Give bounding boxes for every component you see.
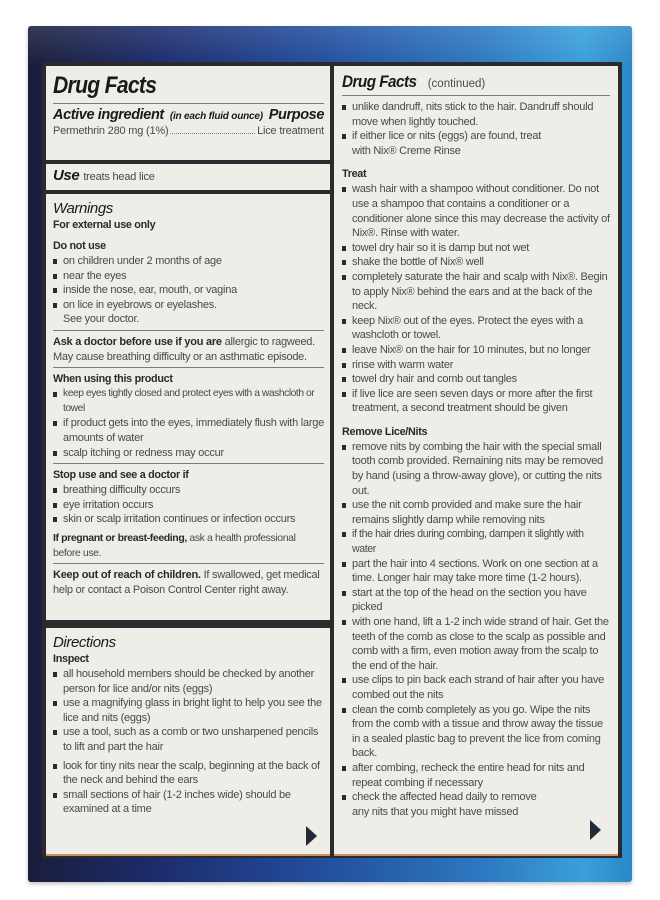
inspect-continued-list (342, 100, 610, 158)
box-sheen (28, 26, 632, 66)
list-item: unlike dandruff, nits stick to the hair. Dandruff should move when lightly touched. (342, 100, 610, 129)
inspect-list (53, 667, 324, 817)
list-item: eye irritation occurs (53, 498, 324, 513)
list-item: completely saturate the hair and scalp with Nix®. Begin to apply Nix® behind the ears and at the back of the neck. (342, 270, 610, 314)
list-item: inside the nose, ear, mouth, or vagina (53, 283, 324, 298)
list-item: use the nit comb provided and make sure the hair remains slightly damp while removing nits (342, 498, 610, 527)
dot-leader (170, 133, 255, 134)
pregnant-paragraph (53, 531, 324, 560)
list-item: towel dry hair so it is damp but not wet (342, 241, 610, 256)
continue-arrow-icon (590, 820, 601, 840)
do-not-use-list (53, 254, 324, 327)
drug-facts-continued-panel (334, 66, 618, 856)
continue-arrow-icon (306, 826, 317, 846)
list-item: skin or scalp irritation continues or infection occurs (53, 512, 324, 527)
list-item: if either lice or nits (eggs) are found, treat with Nix® Creme Rinse (342, 129, 542, 158)
list-item: use clips to pin back each strand of hair after you have combed out the nits (342, 673, 610, 702)
list-item: after combing, recheck the entire head for nits and repeat combing if necessary (342, 761, 610, 790)
ask-doctor-bold: Ask a doctor before use if you are (53, 335, 222, 348)
list-item: if the hair dries during combing, dampen it slightly with water (342, 527, 610, 556)
active-ingredient-subheading: (in each fluid ounce) (169, 111, 263, 122)
ingredient-row (53, 124, 324, 139)
divider (342, 95, 610, 96)
keep-out-bold: Keep out of reach of children. (53, 569, 201, 582)
list-item: shake the bottle of Nix® well (342, 255, 610, 270)
keep-out-text: If swallowed, get medical help or contact a Poison Control Center right away. (53, 569, 320, 596)
list-item: near the eyes (53, 269, 324, 284)
remove-heading: Remove Lice/Nits (342, 425, 428, 438)
treat-heading: Treat (342, 168, 367, 181)
list-item: rinse with warm water (342, 358, 610, 373)
warnings-heading: Warnings (53, 200, 113, 217)
when-using-heading: When using this product (53, 373, 173, 386)
list-item: keep Nix® out of the eyes. Protect the eyes with a washcloth or towel. (342, 314, 610, 343)
list-item: use a magnifying glass in bright light to help you see the lice and nits (eggs) (53, 696, 324, 725)
list-item: if product gets into the eyes, immediately flush with large amounts of water (53, 416, 324, 445)
keep-out-paragraph (53, 568, 324, 597)
use-panel (46, 164, 330, 190)
list-item: start at the top of the head on the section you have picked (342, 586, 610, 615)
divider (53, 367, 324, 368)
pregnant-bold: If pregnant or breast-feeding, (53, 531, 187, 544)
ingredient-name: Permethrin 280 mg (1%) (53, 125, 169, 137)
ask-doctor-paragraph (53, 335, 324, 364)
continued-label: (continued) (427, 78, 486, 90)
list-item: leave Nix® on the hair for 10 minutes, but no longer (342, 343, 610, 358)
list-item: on lice in eyebrows or eyelashes. See your doctor. (53, 298, 218, 327)
ask-doctor-text: allergic to ragweed. May cause breathing difficulty or an asthmatic episode. (53, 335, 315, 363)
stop-use-heading: Stop use and see a doctor if (53, 469, 189, 482)
when-using-list (53, 387, 324, 460)
drug-facts-title: Drug Facts (53, 72, 157, 99)
list-item: part the hair into 4 sections. Work on one section at a time. Longer hair may take more time (1-2 hours). (342, 557, 610, 586)
list-item: breathing difficulty occurs (53, 483, 324, 498)
list-item: check the affected head daily to remove any nits that you might have missed (342, 790, 552, 819)
directions-heading: Directions (53, 634, 116, 651)
list-item: if live lice are seen seven days or more after the first treatment, a second treatment should be given (342, 387, 610, 416)
list-item: on children under 2 months of age (53, 254, 324, 269)
divider (53, 463, 324, 464)
active-ingredient-header (53, 108, 324, 124)
stop-use-list (53, 483, 324, 527)
list-item: keep eyes tightly closed and protect eyes with a washcloth or towel (53, 387, 324, 416)
list-item: with one hand, lift a 1-2 inch wide strand of hair. Get the teeth of the comb as close to the scalp as possible and comb with a firm, even motion away from the scalp to the end of the hair. (342, 615, 610, 673)
continued-title: Drug Facts (342, 72, 417, 91)
use-heading: Use (53, 167, 80, 184)
warnings-panel (46, 194, 330, 620)
list-item: towel dry hair and comb out tangles (342, 372, 610, 387)
use-text: treats head lice (83, 171, 155, 183)
remove-list (342, 440, 610, 819)
active-ingredient-heading: Active ingredient (53, 107, 164, 123)
divider (53, 103, 324, 104)
inspect-heading: Inspect (53, 653, 89, 665)
list-item: remove nits by combing the hair with the special small tooth comb provided. Remaining nits may be removed by hand (using a throw-away glove), or cutting the nits out. (342, 440, 610, 498)
divider (53, 330, 324, 331)
do-not-use-heading: Do not use (53, 240, 106, 252)
list-item: scalp itching or redness may occur (53, 446, 324, 461)
list-item: clean the comb completely as you go. Wipe the nits from the comb with a tissue and throw away the tissue in a sealed plastic bag to prevent the lice from coming back. (342, 703, 610, 761)
divider (53, 563, 324, 564)
list-item: look for tiny nits near the scalp, beginning at the back of the neck and behind the ears (53, 759, 324, 788)
treat-list (342, 182, 610, 416)
active-ingredient-panel (46, 66, 330, 160)
list-item: small sections of hair (1-2 inches wide) should be examined at a time (53, 788, 293, 817)
purpose-heading: Purpose (268, 107, 324, 123)
list-item: all household members should be checked by another person for lice and/or nits (eggs) (53, 667, 324, 696)
directions-panel (46, 628, 330, 856)
pregnant-text: ask a health professional before use. (53, 531, 296, 559)
list-item: wash hair with a shampoo without conditioner. Do not use a shampoo that contains a conditioner or a conditioner alone since this may decrease the activity of Nix®. Rinse with water. (342, 182, 610, 240)
list-item: use a tool, such as a comb or two unsharpened pencils to lift and part the hair (53, 725, 324, 754)
external-use-note: For external use only (53, 219, 156, 231)
ingredient-purpose: Lice treatment (257, 125, 324, 137)
